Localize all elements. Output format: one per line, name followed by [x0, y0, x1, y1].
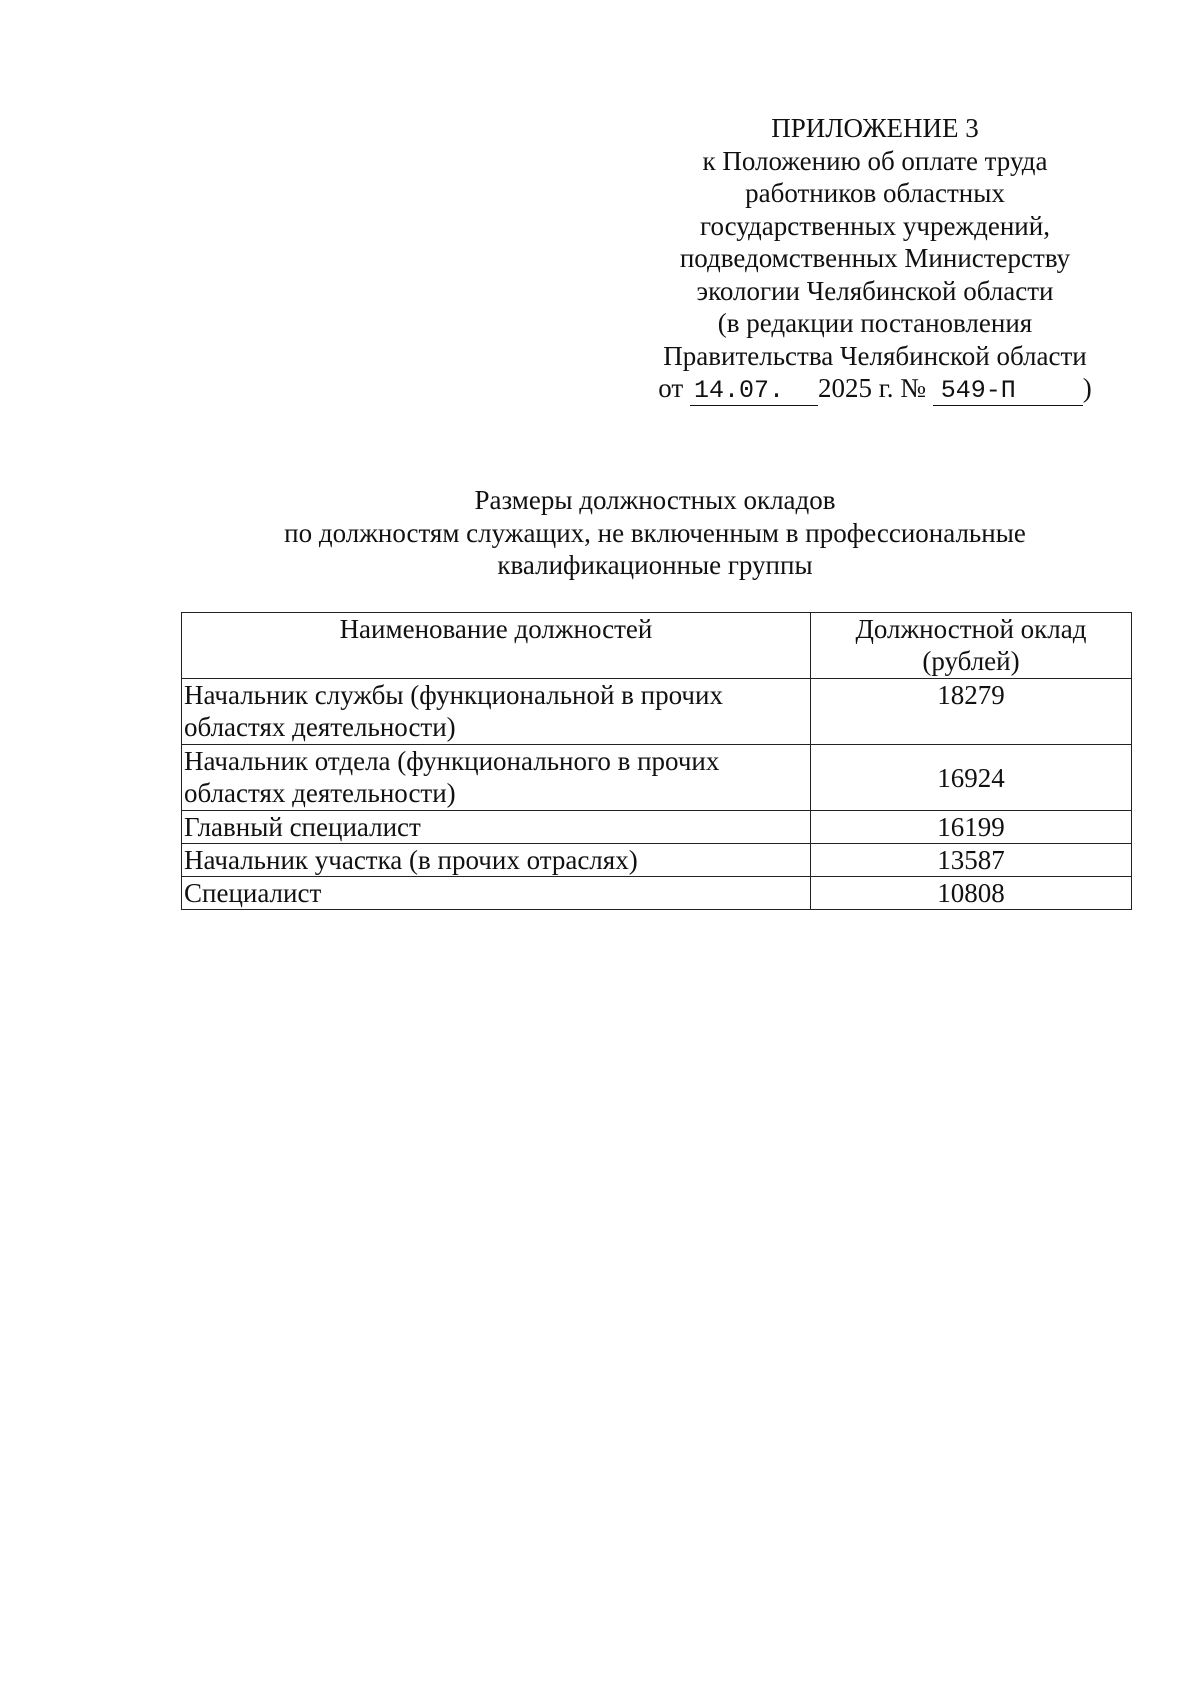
- salary-cell: 10808: [810, 877, 1131, 910]
- appendix-line-4: подведомственных Министерству: [679, 243, 1071, 273]
- position-name-cell: Специалист: [182, 877, 811, 910]
- table-row: [182, 679, 1132, 745]
- position-name-cell: Начальник участка (в прочих отраслях): [182, 844, 811, 877]
- document-title-line-1: Размеры должностных окладов: [474, 485, 836, 515]
- date-prefix: от: [658, 373, 684, 403]
- position-name-cell: [182, 679, 811, 745]
- resolution-date-field: 14.07.: [690, 377, 818, 406]
- table-row: [182, 745, 1132, 811]
- table-row: [182, 811, 1132, 844]
- resolution-number-field: 549-П: [933, 377, 1083, 406]
- appendix-title: ПРИЛОЖЕНИЕ 3: [771, 113, 979, 143]
- table-header-row: [182, 613, 1132, 679]
- salary-cell: 16924: [810, 745, 1131, 811]
- header-salary-line-2: (рублей): [922, 646, 1020, 676]
- position-name-line-1: Начальник службы (функциональной в прочих: [184, 680, 723, 710]
- resolution-date-line: [640, 372, 1110, 406]
- salary-cell: 16199: [810, 811, 1131, 844]
- appendix-line-2: работников областных: [745, 178, 1005, 208]
- position-name-line-2: областях деятельности): [184, 712, 456, 742]
- document-title: [190, 484, 1120, 582]
- salary-cell: 13587: [810, 844, 1131, 877]
- appendix-line-6: (в редакции постановления: [717, 308, 1033, 338]
- appendix-line-5: экологии Челябинской области: [696, 275, 1054, 306]
- position-name-cell: [182, 745, 811, 811]
- document-title-line-3: квалификационные группы: [497, 550, 813, 580]
- salary-table: [181, 612, 1132, 910]
- closing-paren: ): [1082, 373, 1092, 403]
- position-name-line-1: Начальник отдела (функционального в прочих: [184, 746, 720, 776]
- header-salary: [810, 613, 1131, 679]
- appendix-line-3: государственных учреждений,: [700, 210, 1050, 241]
- position-name-cell: Главный специалист: [182, 811, 811, 844]
- header-salary-line-1: Должностной оклад: [855, 614, 1087, 644]
- salary-cell: 18279: [810, 679, 1131, 745]
- appendix-line-7: Правительства Челябинской области: [663, 340, 1087, 371]
- resolution-year-label: 2025 г. №: [817, 373, 926, 403]
- appendix-header: [640, 112, 1110, 406]
- appendix-line-1: к Положению об оплате труда: [702, 145, 1048, 176]
- position-name-line-2: областях деятельности): [184, 778, 456, 808]
- document-title-line-2: по должностям служащих, не включенным в профессиональные: [284, 517, 1026, 548]
- header-position-name: Наименование должностей: [182, 613, 811, 679]
- table-row: [182, 844, 1132, 877]
- table-row: [182, 877, 1132, 910]
